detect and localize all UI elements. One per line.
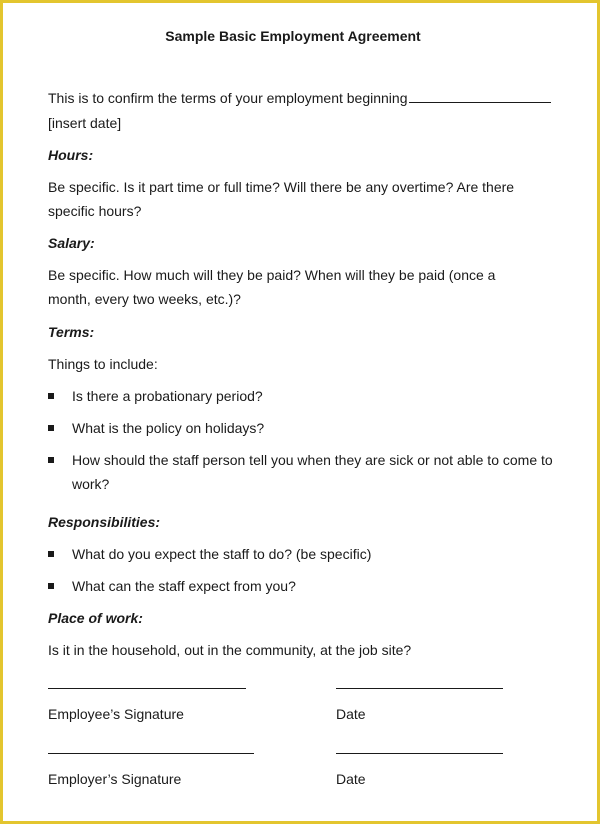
employee-signature-label: Employee’s Signature	[48, 706, 184, 722]
responsibilities-heading: Responsibilities:	[48, 514, 161, 530]
employer-date-label: Date	[336, 771, 366, 787]
place-text: Is it in the household, out in the community, at the job site?	[48, 642, 412, 658]
employer-date-line[interactable]	[336, 753, 503, 754]
employer-signature-line[interactable]	[48, 753, 254, 754]
employee-date-label: Date	[336, 706, 366, 722]
hours-text-line2: specific hours?	[48, 203, 142, 219]
bullet-icon	[48, 457, 54, 463]
employee-date-line[interactable]	[336, 688, 503, 689]
salary-heading: Salary:	[48, 235, 95, 251]
intro-text: This is to confirm the terms of your employment beginning	[48, 90, 408, 106]
employee-signature-line[interactable]	[48, 688, 246, 689]
terms-lead: Things to include:	[48, 356, 158, 372]
bullet-icon	[48, 425, 54, 431]
document-title: Sample Basic Employment Agreement	[165, 28, 421, 44]
salary-text-line2: month, every two weeks, etc.)?	[48, 291, 241, 307]
hours-heading: Hours:	[48, 147, 94, 163]
employer-signature-label: Employer’s Signature	[48, 771, 182, 787]
hours-text-line1: Be specific. Is it part time or full time? Will there be any overtime? Are there	[48, 179, 515, 195]
bullet-icon	[48, 393, 54, 399]
bullet-icon	[48, 583, 54, 589]
terms-bullet-3-cont: work?	[72, 476, 110, 492]
terms-bullet-3: How should the staff person tell you when they are sick or not able to come to	[72, 452, 553, 468]
place-heading: Place of work:	[48, 610, 143, 626]
terms-bullet-1: Is there a probationary period?	[72, 388, 263, 404]
intro-line	[48, 86, 551, 110]
responsibilities-bullet-1: What do you expect the staff to do? (be specific)	[72, 546, 372, 562]
salary-text-line1: Be specific. How much will they be paid? When will they be paid (once a	[48, 267, 496, 283]
responsibilities-bullet-2: What can the staff expect from you?	[72, 578, 296, 594]
start-date-blank[interactable]	[409, 88, 551, 103]
bullet-icon	[48, 551, 54, 557]
intro-date-placeholder: [insert date]	[48, 115, 122, 131]
terms-bullet-2: What is the policy on holidays?	[72, 420, 265, 436]
terms-heading: Terms:	[48, 324, 95, 340]
